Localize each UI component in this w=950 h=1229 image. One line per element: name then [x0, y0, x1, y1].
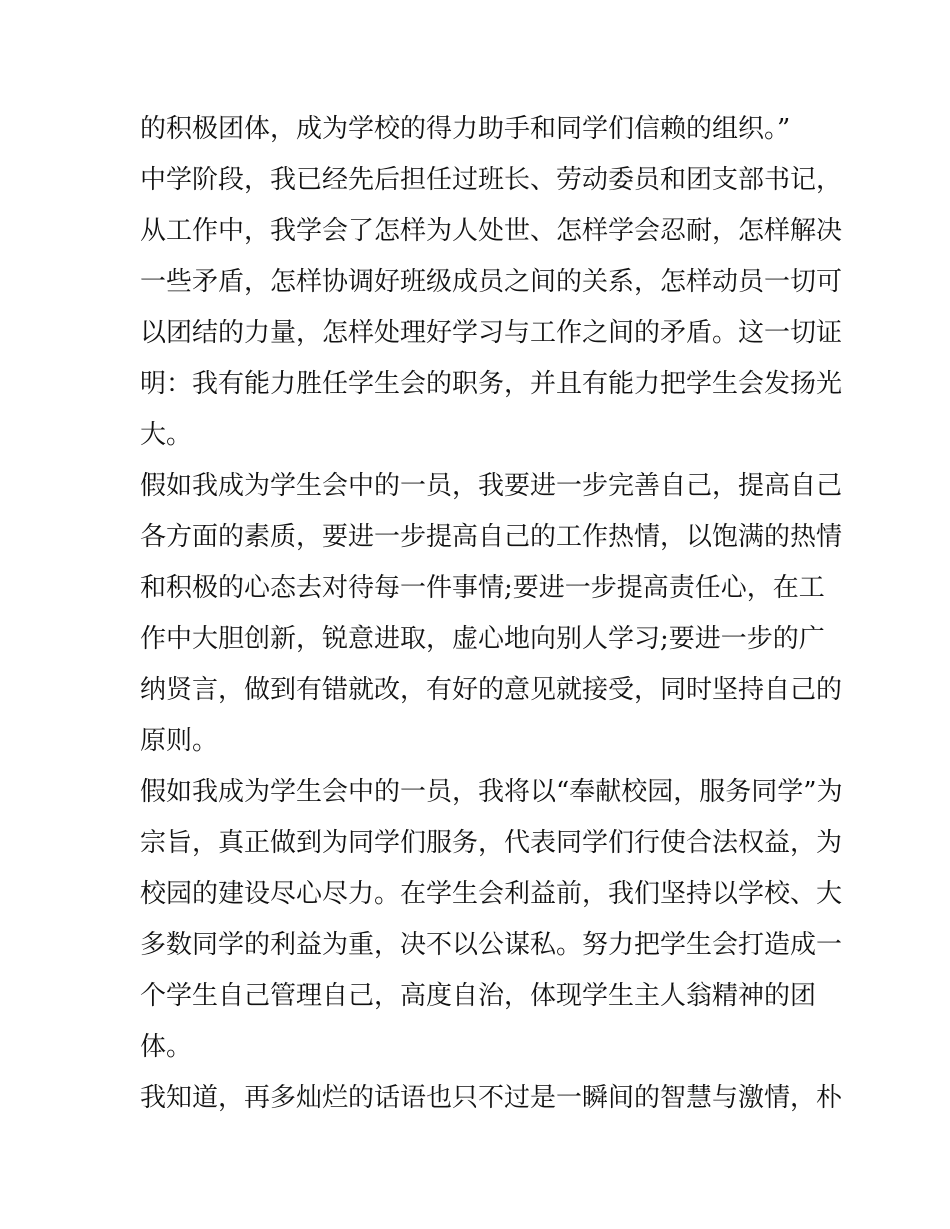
text-line: 明：我有能力胜任学生会的职务，并且有能力把学生会发扬光	[140, 369, 843, 399]
text-line: 假如我成为学生会中的一员，我要进一步完善自己，提高自己	[140, 471, 843, 501]
text-line: 各方面的素质，要进一步提高自己的工作热情，以饱满的热情	[140, 522, 843, 552]
text-line: 和积极的心态去对待每一件事情;要进一步提高责任心，在工	[140, 573, 825, 603]
text-line: 原则。	[140, 726, 219, 756]
text-line: 一些矛盾，怎样协调好班级成员之间的关系，怎样动员一切可	[140, 267, 843, 297]
text-line: 从工作中，我学会了怎样为人处世、怎样学会忍耐，怎样解决	[140, 216, 843, 246]
text-line: 的积极团体，成为学校的得力助手和同学们信赖的组织。”	[140, 114, 791, 144]
document-body	[140, 104, 843, 1124]
text-line: 多数同学的利益为重，决不以公谋私。努力把学生会打造成一	[140, 930, 843, 960]
text-line: 纳贤言，做到有错就改，有好的意见就接受，同时坚持自己的	[140, 675, 843, 705]
text-line: 我知道，再多灿烂的话语也只不过是一瞬间的智慧与激情，朴	[140, 1083, 843, 1113]
text-line: 校园的建设尽心尽力。在学生会利益前，我们坚持以学校、大	[140, 879, 843, 909]
text-line: 假如我成为学生会中的一员，我将以“奉献校园，服务同学”为	[140, 777, 843, 807]
text-line: 宗旨，真正做到为同学们服务，代表同学们行使合法权益，为	[140, 828, 843, 858]
text-line: 以团结的力量，怎样处理好学习与工作之间的矛盾。这一切证	[140, 318, 843, 348]
text-line: 体。	[140, 1032, 193, 1062]
text-line: 作中大胆创新，锐意进取，虚心地向别人学习;要进一步的广	[140, 624, 825, 654]
text-line: 大。	[140, 420, 193, 450]
text-line: 中学阶段，我已经先后担任过班长、劳动委员和团支部书记，	[140, 165, 843, 195]
text-line: 个学生自己管理自己，高度自治，体现学生主人翁精神的团	[140, 981, 817, 1011]
